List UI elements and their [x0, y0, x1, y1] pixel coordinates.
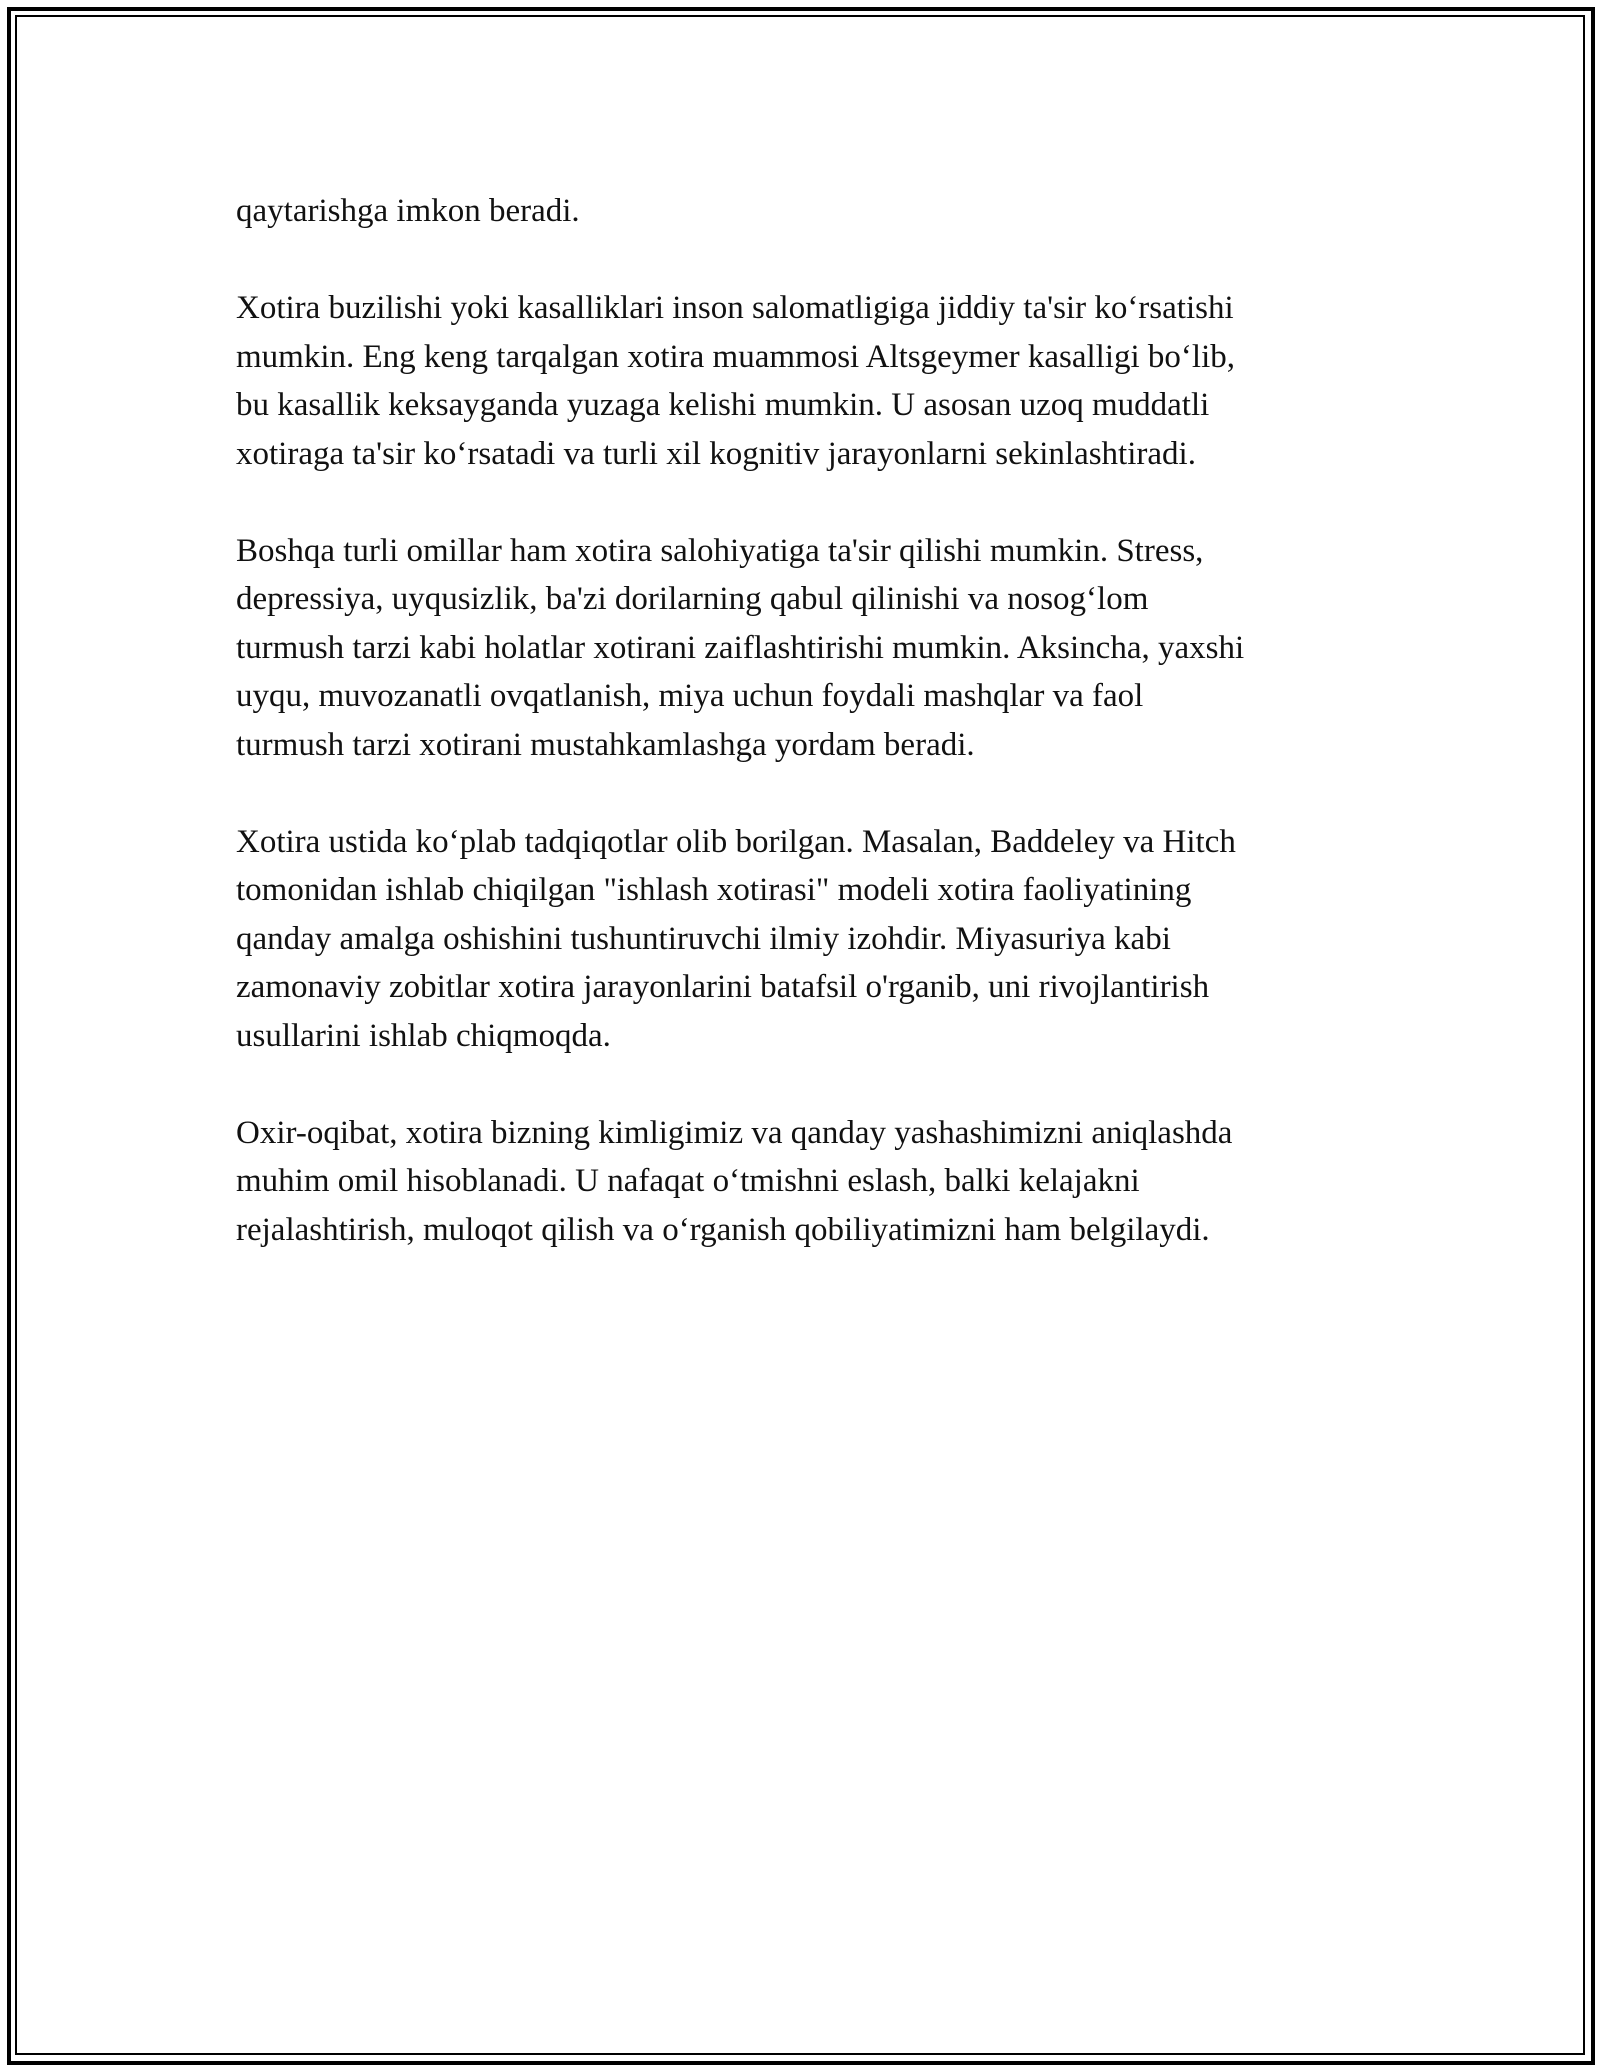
document-body: [236, 187, 1376, 1303]
paragraph-memory-factors: Boshqa turli omillar ham xotira salohiyatiga ta'sir qilishi mumkin. Stress, depressiya, uyqusizlik, ba'zi dorilarning qabul qilinishi va nosog‘lom turmush tarzi kabi holatlar xotirani zaiflashtirishi mumkin. Aksincha, yaxshi uyqu, muvozanatli ovqatlanish, miya uchun foydali mashqlar va faol turmush tarzi xotirani mustahkamlashga yordam beradi.: [236, 532, 1245, 763]
paragraph-memory-disorders: Xotira buzilishi yoki kasalliklari inson salomatligiga jiddiy ta'sir ko‘rsatishi mumkin. Eng keng tarqalgan xotira muammosi Altsgeymer kasalligi bo‘lib, bu kasallik keksayganda yuzaga kelishi mumkin. U asosan uzoq muddatli xotiraga ta'sir ko‘rsatadi va turli xil kognitiv jarayonlarni sekinlashtiradi.: [236, 290, 1235, 472]
paragraph-conclusion: Oxir-oqibat, xotira bizning kimligimiz va qanday yashashimizni aniqlashda muhim omil hisoblanadi. U nafaqat o‘tmishni eslash, balki kelajakni rejalashtirish, muloqot qilish va o‘rganish qobiliyatimizni ham belgilaydi.: [236, 1114, 1233, 1248]
paragraph-continuation: qaytarishga imkon beradi.: [236, 193, 580, 229]
paragraph-memory-research: Xotira ustida ko‘plab tadqiqotlar olib borilgan. Masalan, Baddeley va Hitch tomonidan ishlab chiqilgan "ishlash xotirasi" modeli xotira faoliyatining qanday amalga oshishini tushuntiruvchi ilmiy izohdir. Miyasuriya kabi zamonaviy zobitlar xotira jarayonlarini batafsil o'rganib, uni rivojlantirish usullarini ishlab chiqmoqda.: [236, 823, 1236, 1054]
